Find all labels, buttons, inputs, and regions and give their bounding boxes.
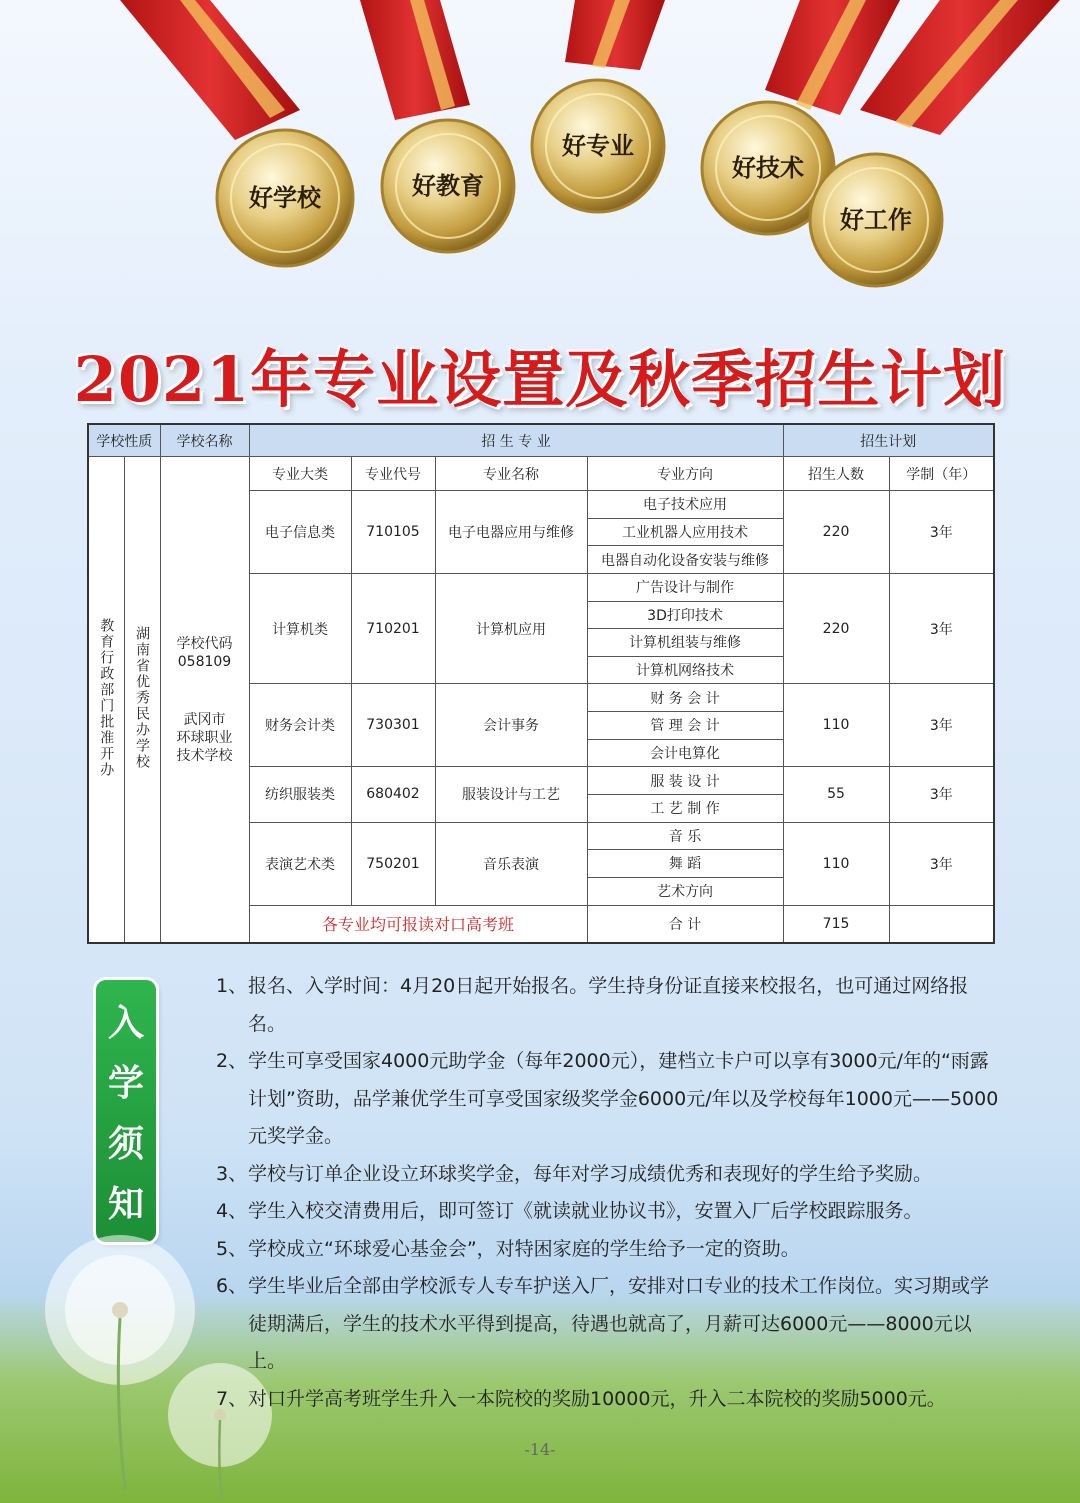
count-cell: 110: [783, 684, 889, 767]
list-item: 7、 对口升学高考班学生升入一本院校的奖励10000元，升入二本院校的奖励5000元。: [216, 1387, 946, 1410]
major-name-cell: 会计事务: [435, 684, 587, 767]
list-item: 3、 学校与订单企业设立环球奖学金，每年对学习成绩优秀和表现好的学生给予奖励。: [216, 1162, 933, 1185]
category-cell: 计算机类: [249, 573, 351, 684]
direction-cell: 服 装 设 计: [587, 767, 783, 795]
subheader-name: 专业名称: [435, 457, 587, 491]
admission-notice-tag: [96, 980, 156, 1242]
header-majors: 招 生 专 业: [249, 424, 783, 457]
page-number: -14-: [524, 1440, 556, 1459]
enrollment-table: [87, 423, 993, 944]
list-item: 4、 学生入校交清费用后，即可签订《就读就业协议书》，安置入厂后学校跟踪服务。: [216, 1200, 923, 1222]
direction-cell: 电子技术应用: [587, 491, 783, 519]
school-type-cell: 教育行政部门批准开办: [88, 457, 124, 944]
tag-char: 须: [107, 1123, 144, 1165]
medals-banner: [0, 0, 1080, 320]
subheader-count: 招生人数: [783, 457, 889, 491]
direction-cell: 会计电算化: [587, 739, 783, 767]
direction-cell: 计算机组装与维修: [587, 629, 783, 657]
list-item: 1、 报名、入学时间：4月20日起开始报名。学生持身份证直接来校报名，也可通过网络报名。: [216, 975, 969, 1035]
major-name-cell: 音乐表演: [435, 822, 587, 905]
total-count: 715: [783, 905, 889, 943]
medal-label-2: 好教育: [412, 172, 484, 200]
direction-cell: 工业机器人应用技术: [587, 518, 783, 546]
medal-label-1: 好学校: [249, 184, 321, 212]
count-cell: 110: [783, 822, 889, 905]
direction-cell: 电器自动化设备安装与维修: [587, 546, 783, 574]
medal-label-5: 好工作: [840, 206, 912, 234]
tag-char: 学: [107, 1063, 144, 1105]
direction-cell: 艺术方向: [587, 877, 783, 905]
plan-table: [87, 423, 995, 944]
years-cell: 3年: [889, 684, 994, 767]
total-label: 合 计: [587, 905, 783, 943]
school-honor-cell: 湖南省优秀民办学校: [124, 457, 160, 944]
admission-notes: [216, 968, 1006, 1418]
count-cell: 220: [783, 573, 889, 684]
medal-label-4: 好技术: [732, 154, 804, 182]
count-cell: 220: [783, 491, 889, 574]
years-cell: 3年: [889, 767, 994, 822]
category-cell: 表演艺术类: [249, 822, 351, 905]
years-cell: 3年: [889, 573, 994, 684]
years-cell: 3年: [889, 491, 994, 574]
direction-cell: 工 艺 制 作: [587, 794, 783, 822]
table-subheader-row: [88, 457, 994, 491]
code-cell: 680402: [351, 767, 435, 822]
major-name-cell: 服装设计与工艺: [435, 767, 587, 822]
direction-cell: 音 乐: [587, 822, 783, 850]
years-cell: 3年: [889, 822, 994, 905]
subheader-direction: 专业方向: [587, 457, 783, 491]
code-cell: 730301: [351, 684, 435, 767]
school-name-cell: 学校代码 058109 武冈市 环球职业 技术学校: [160, 457, 249, 944]
list-item: 6、 学生毕业后全部由学校派专人专车护送入厂，安排对口专业的技术工作岗位。实习期或学徒期满后，学生的技术水平得到提高，待遇也就高了，月薪可达6000元——8000元以上。: [216, 1275, 990, 1372]
direction-cell: 计算机网络技术: [587, 656, 783, 684]
header-plan: 招生计划: [783, 424, 994, 457]
code-cell: 710105: [351, 491, 435, 574]
tag-char: 知: [107, 1184, 144, 1226]
medal-2: [360, 0, 514, 252]
direction-cell: 3D打印技术: [587, 601, 783, 629]
code-cell: 750201: [351, 822, 435, 905]
header-school-type: 学校性质: [88, 424, 160, 457]
category-cell: 财务会计类: [249, 684, 351, 767]
direction-cell: 财 务 会 计: [587, 684, 783, 712]
major-name-cell: 电子电器应用与维修: [435, 491, 587, 574]
direction-cell: 舞 蹈: [587, 850, 783, 878]
subheader-code: 专业代号: [351, 457, 435, 491]
category-cell: 纺织服装类: [249, 767, 351, 822]
footer-note: 各专业均可报读对口高考班: [249, 905, 587, 943]
header-school-name: 学校名称: [160, 424, 249, 457]
direction-cell: 管 理 会 计: [587, 712, 783, 740]
medal-3: [532, 0, 665, 212]
major-name-cell: 计算机应用: [435, 573, 587, 684]
table-header-row: [88, 424, 994, 457]
list-item: 2、 学生可享受国家4000元助学金（每年2000元），建档立卡户可以享有3000元/年的“雨露计划”资助，品学兼优学生可享受国家级奖学金6000元/年以及学校每年1000元——5000元奖学金。: [216, 1050, 999, 1147]
medal-1: [120, 0, 353, 266]
total-years: [889, 905, 994, 943]
medal-label-3: 好专业: [562, 132, 634, 160]
page-title: 2021年专业设置及秋季招生计划: [73, 343, 1007, 416]
direction-cell: 广告设计与制作: [587, 573, 783, 601]
subheader-category: 专业大类: [249, 457, 351, 491]
tag-char: 入: [107, 1002, 144, 1044]
code-cell: 710201: [351, 573, 435, 684]
count-cell: 55: [783, 767, 889, 822]
list-item: 5、 学校成立“环球爱心基金会”，对特困家庭的学生给予一定的资助。: [216, 1237, 800, 1260]
category-cell: 电子信息类: [249, 491, 351, 574]
subheader-years: 学制（年）: [889, 457, 994, 491]
